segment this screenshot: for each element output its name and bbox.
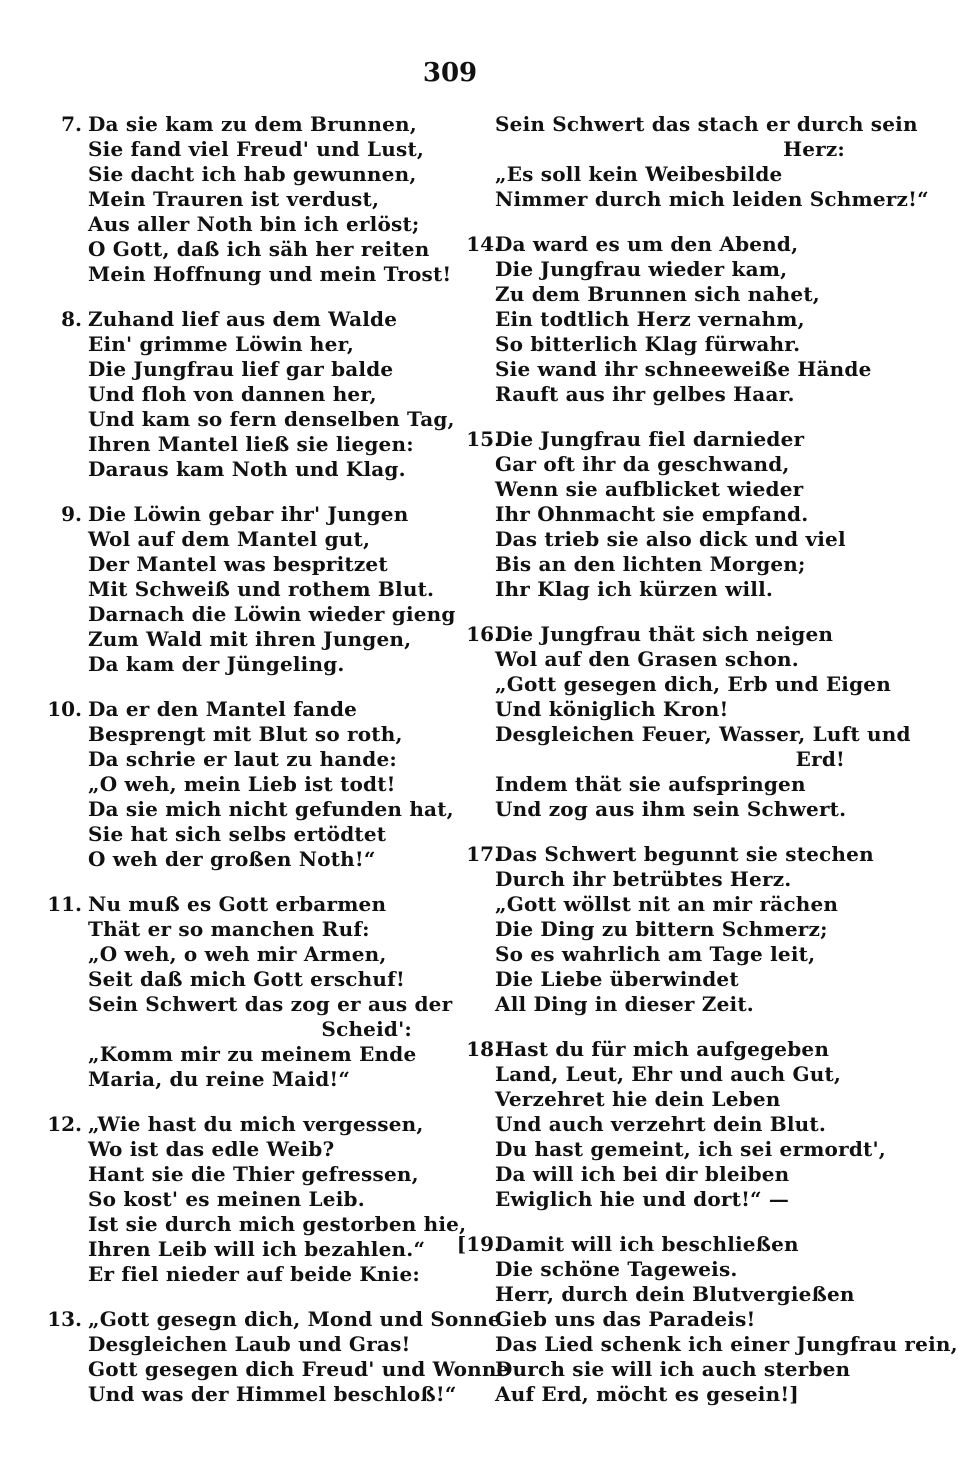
verse-line: Ihren Mantel ließ sie liegen: bbox=[88, 432, 414, 456]
verse-line: Zuhand lief aus dem Walde bbox=[88, 307, 398, 331]
verse-line: Wenn sie aufblicket wieder bbox=[495, 477, 804, 501]
stanza-lines bbox=[495, 622, 911, 822]
stanza bbox=[455, 622, 911, 822]
stanza-lines bbox=[495, 842, 875, 1017]
verse-line: „O weh, o weh mir Armen, bbox=[88, 942, 387, 966]
verse-line: Und auch verzehrt dein Blut. bbox=[495, 1112, 827, 1136]
stanza bbox=[455, 112, 929, 212]
page-number: 309 bbox=[422, 58, 478, 88]
verse-line: Und königlich Kron! bbox=[495, 697, 729, 721]
stanza-lines bbox=[495, 232, 875, 407]
stanza-number: 16. bbox=[466, 622, 501, 646]
stanza-number: 18. bbox=[466, 1037, 501, 1061]
verse-line: Daraus kam Noth und Klag. bbox=[88, 457, 406, 481]
verse-line: Ist sie durch mich gestorben hie, bbox=[88, 1212, 467, 1236]
stanza-lines bbox=[88, 892, 453, 1092]
stanza-number: 15. bbox=[466, 427, 501, 451]
verse-line: Land, Leut, Ehr und auch Gut, bbox=[495, 1062, 842, 1086]
stanza bbox=[42, 1112, 467, 1287]
verse-line: Nu muß es Gott erbarmen bbox=[88, 892, 387, 916]
verse-line: Ewiglich hie und dort!“ — bbox=[495, 1187, 790, 1211]
stanza-number: 8. bbox=[61, 307, 82, 331]
verse-line: Die Löwin gebar ihr' Jungen bbox=[88, 502, 409, 526]
stanza bbox=[455, 232, 875, 407]
stanza bbox=[455, 1037, 886, 1212]
verse-line: O weh der großen Noth!“ bbox=[88, 847, 376, 871]
stanza-lines bbox=[88, 502, 456, 677]
verse-line: Wol auf den Grasen schon. bbox=[495, 647, 799, 671]
stanza-number: [19. bbox=[456, 1232, 501, 1256]
stanza-lines bbox=[495, 1037, 886, 1212]
stanza bbox=[455, 842, 875, 1017]
verse-line: Scheid': bbox=[321, 1017, 412, 1041]
verse-line: Maria, du reine Maid!“ bbox=[88, 1067, 351, 1091]
verse-line: So es wahrlich am Tage leit, bbox=[495, 942, 816, 966]
verse-line: „Es soll kein Weibesbilde bbox=[495, 162, 783, 186]
verse-line: Mein Trauren ist verdust, bbox=[88, 187, 380, 211]
verse-line: Desgleichen Laub und Gras! bbox=[88, 1332, 411, 1356]
verse-line: Du hast gemeint, ich sei ermordt', bbox=[495, 1137, 886, 1161]
verse-line: Thät er so manchen Ruf: bbox=[88, 917, 370, 941]
stanza bbox=[42, 307, 455, 482]
verse-line: Zum Wald mit ihren Jungen, bbox=[88, 627, 412, 651]
verse-line: Er fiel nieder auf beide Knie: bbox=[88, 1262, 420, 1286]
verse-line: Aus aller Noth bin ich erlöst; bbox=[88, 212, 420, 236]
verse-line: Ein todtlich Herz vernahm, bbox=[495, 307, 805, 331]
verse-line: Sein Schwert das zog er aus der bbox=[88, 992, 453, 1016]
stanza-lines bbox=[88, 1307, 510, 1407]
verse-line: Und floh von dannen her, bbox=[88, 382, 377, 406]
stanza-lines bbox=[495, 1232, 958, 1407]
verse-line: Da sie kam zu dem Brunnen, bbox=[88, 112, 417, 136]
verse-line: Zu dem Brunnen sich nahet, bbox=[495, 282, 820, 306]
verse-line: Gieb uns das Paradeis! bbox=[495, 1307, 756, 1331]
verse-line: Bis an den lichten Morgen; bbox=[495, 552, 806, 576]
verse-line: „Gott gesegn dich, Mond und Sonne bbox=[88, 1307, 501, 1331]
stanza-lines bbox=[88, 697, 454, 872]
verse-line: Ihren Leib will ich bezahlen.“ bbox=[88, 1237, 426, 1261]
stanza-lines bbox=[495, 112, 929, 212]
verse-line: Auf Erd, möcht es gesein!] bbox=[495, 1382, 799, 1406]
verse-line: Die Jungfrau wieder kam, bbox=[495, 257, 788, 281]
stanza-lines bbox=[495, 427, 875, 602]
verse-line: So bitterlich Klag fürwahr. bbox=[495, 332, 801, 356]
verse-line: So kost' es meinen Leib. bbox=[88, 1187, 365, 1211]
verse-line: Die Liebe überwindet bbox=[495, 967, 739, 991]
stanza-number: 9. bbox=[61, 502, 82, 526]
verse-line: Wo ist das edle Weib? bbox=[88, 1137, 335, 1161]
verse-line: Sie dacht ich hab gewunnen, bbox=[88, 162, 417, 186]
verse-line: Mein Hoffnung und mein Trost! bbox=[88, 262, 452, 286]
verse-line: Der Mantel was bespritzet bbox=[88, 552, 388, 576]
verse-line: „Wie hast du mich vergessen, bbox=[88, 1112, 424, 1136]
verse-line: Desgleichen Feuer, Wasser, Luft und bbox=[495, 722, 911, 746]
verse-line: Das trieb sie also dick und viel bbox=[495, 527, 846, 551]
verse-line: Da kam der Jüngeling. bbox=[88, 652, 345, 676]
verse-line: Da sie mich nicht gefunden hat, bbox=[88, 797, 454, 821]
verse-line: Hant sie die Thier gefressen, bbox=[88, 1162, 419, 1186]
verse-line: Und zog aus ihm sein Schwert. bbox=[495, 797, 847, 821]
verse-line: Darnach die Löwin wieder gieng bbox=[88, 602, 456, 626]
verse-line: Das Schwert begunnt sie stechen bbox=[495, 842, 874, 866]
verse-line: Ihr Klag ich kürzen will. bbox=[495, 577, 774, 601]
verse-line: Gott gesegen dich Freud' und Wonne bbox=[88, 1357, 510, 1381]
stanza bbox=[455, 1232, 958, 1407]
verse-line: Rauft aus ihr gelbes Haar. bbox=[495, 382, 795, 406]
verse-line: Herr, durch dein Blutvergießen bbox=[495, 1282, 855, 1306]
verse-line: Die Jungfrau lief gar balde bbox=[88, 357, 394, 381]
verse-line: „Gott wöllst nit an mir rächen bbox=[495, 892, 839, 916]
verse-line: Besprengt mit Blut so roth, bbox=[88, 722, 403, 746]
verse-line: Ein' grimme Löwin her, bbox=[88, 332, 355, 356]
verse-line: Durch ihr betrübtes Herz. bbox=[495, 867, 792, 891]
stanza-number: 14. bbox=[466, 232, 501, 256]
verse-line: Durch sie will ich auch sterben bbox=[495, 1357, 851, 1381]
stanza bbox=[42, 502, 456, 677]
stanza bbox=[42, 892, 453, 1092]
stanza-lines bbox=[88, 307, 455, 482]
verse-line: Herz: bbox=[783, 137, 845, 161]
verse-line: „Gott gesegen dich, Erb und Eigen bbox=[495, 672, 891, 696]
verse-line: Und was der Himmel beschloß!“ bbox=[88, 1382, 457, 1406]
verse-line: Wol auf dem Mantel gut, bbox=[88, 527, 371, 551]
verse-line: Ihr Ohnmacht sie empfand. bbox=[495, 502, 809, 526]
verse-line: Erd! bbox=[795, 747, 845, 771]
verse-line: Indem thät sie aufspringen bbox=[495, 772, 806, 796]
right-column bbox=[455, 112, 958, 1427]
verse-line: Da ward es um den Abend, bbox=[495, 232, 799, 256]
verse-line: Und kam so fern denselben Tag, bbox=[88, 407, 455, 431]
verse-line: Da er den Mantel fande bbox=[88, 697, 358, 721]
verse-line: Hast du für mich aufgegeben bbox=[495, 1037, 830, 1061]
verse-line: Da schrie er laut zu hande: bbox=[88, 747, 397, 771]
stanza bbox=[455, 427, 875, 602]
stanza-number: 13. bbox=[47, 1307, 82, 1331]
verse-line: „Komm mir zu meinem Ende bbox=[88, 1042, 417, 1066]
verse-line: All Ding in dieser Zeit. bbox=[495, 992, 754, 1016]
verse-line: Sie hat sich selbs ertödtet bbox=[88, 822, 387, 846]
verse-line: Die Ding zu bittern Schmerz; bbox=[495, 917, 828, 941]
stanza-number: 12. bbox=[47, 1112, 82, 1136]
stanza-number: 10. bbox=[47, 697, 82, 721]
verse-line: Die Jungfrau thät sich neigen bbox=[495, 622, 834, 646]
verse-line: Die schöne Tageweis. bbox=[495, 1257, 738, 1281]
verse-line: Mit Schweiß und rothem Blut. bbox=[88, 577, 435, 601]
stanza-number: 17. bbox=[466, 842, 501, 866]
verse-line: Sein Schwert das stach er durch sein bbox=[495, 112, 918, 136]
verse-line: Seit daß mich Gott erschuf! bbox=[88, 967, 405, 991]
verse-line: Damit will ich beschließen bbox=[495, 1232, 799, 1256]
verse-line: Verzehret hie dein Leben bbox=[495, 1087, 781, 1111]
stanza bbox=[42, 697, 454, 872]
verse-line: Die Jungfrau fiel darnieder bbox=[495, 427, 805, 451]
stanza-number: 11. bbox=[47, 892, 82, 916]
verse-line: Sie fand viel Freud' und Lust, bbox=[88, 137, 425, 161]
stanza bbox=[42, 112, 452, 287]
verse-line: Gar oft ihr da geschwand, bbox=[495, 452, 790, 476]
verse-line: Da will ich bei dir bleiben bbox=[495, 1162, 790, 1186]
stanza-number: 7. bbox=[61, 112, 82, 136]
stanza-lines bbox=[88, 1112, 467, 1287]
verse-line: Das Lied schenk ich einer Jungfrau rein, bbox=[495, 1332, 958, 1356]
verse-line: O Gott, daß ich säh her reiten bbox=[88, 237, 430, 261]
stanza bbox=[42, 1307, 510, 1407]
verse-line: Sie wand ihr schneeweiße Hände bbox=[495, 357, 872, 381]
verse-line: „O weh, mein Lieb ist todt! bbox=[88, 772, 396, 796]
stanza-lines bbox=[88, 112, 452, 287]
verse-line: Nimmer durch mich leiden Schmerz!“ bbox=[495, 187, 929, 211]
